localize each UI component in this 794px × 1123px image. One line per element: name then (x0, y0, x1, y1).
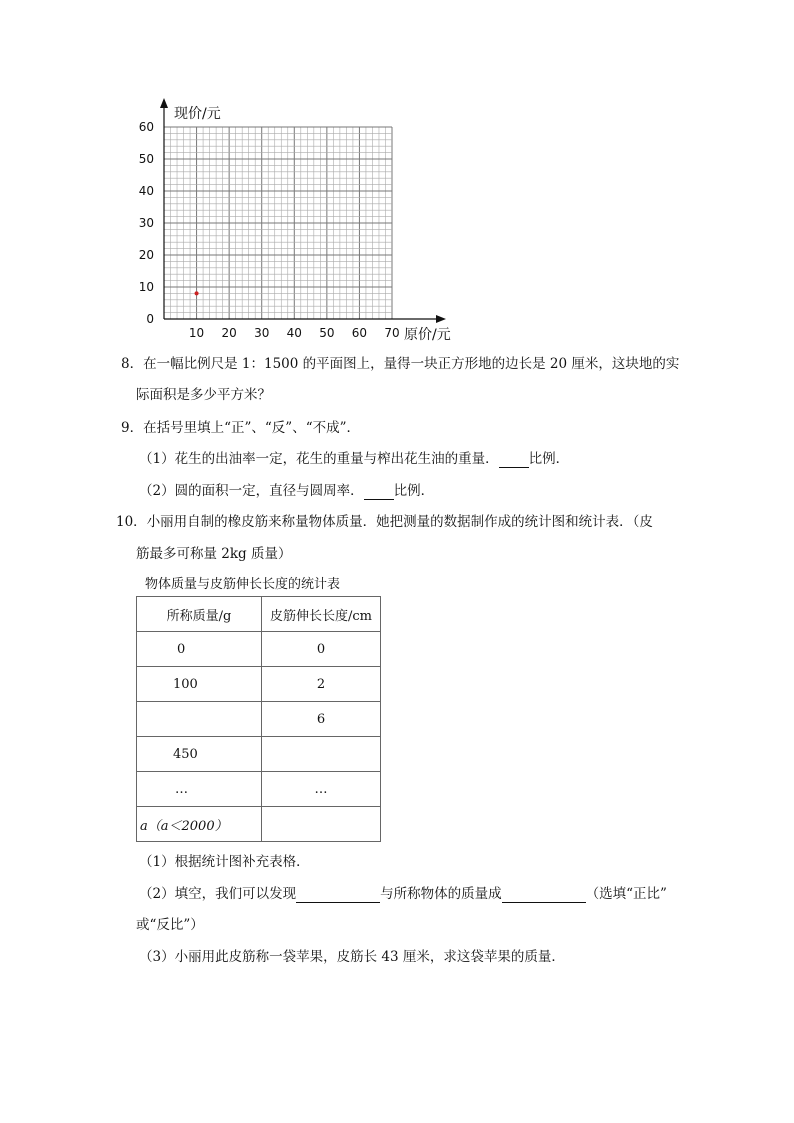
q10-sub2-text-b: 与所称物体的质量成 (380, 886, 502, 902)
table-cell-mass: 0 (137, 632, 262, 667)
q9-sub2-suffix: 比例． (393, 483, 435, 499)
y-tick-label: 0 (146, 312, 154, 326)
q8-line1 (121, 352, 679, 372)
y-tick-label: 40 (138, 184, 154, 198)
table-cell-stretch-empty[interactable] (262, 807, 381, 842)
y-tick-label: 50 (138, 152, 154, 166)
table-row (137, 632, 381, 667)
q10-sub2-text-a: （2）填空，我们可以发现 (139, 886, 297, 902)
q10-sub2-blank-1[interactable] (296, 886, 380, 903)
table-header-mass: 所称质量/g (137, 597, 262, 632)
table-cell-mass-empty[interactable] (137, 702, 262, 737)
q10-sub1: （1）根据统计图补充表格． (139, 854, 310, 870)
table-cell-stretch: 6 (262, 702, 381, 737)
table-cell-stretch: 2 (262, 667, 381, 702)
x-tick-label: 10 (188, 326, 205, 340)
x-tick-label: 30 (254, 326, 270, 340)
table-header-row (137, 597, 381, 632)
table-row (137, 737, 381, 772)
table-cell-stretch: 0 (262, 632, 381, 667)
q8-text-1: 在一幅比例尺是 1：1500 的平面图上，量得一块正方形地的边长是 20 厘米，这块地的实 (143, 356, 680, 372)
table-row (137, 772, 381, 807)
table-header-stretch: 皮筋伸长长度/cm (262, 597, 381, 632)
q10-text-1: 小丽用自制的橡皮筋来称量物体质量．她把测量的数据制作成的统计图和统计表．（皮 (146, 514, 653, 530)
stats-table (136, 596, 381, 842)
y-axis-label: 现价/元 (174, 106, 221, 122)
table-cell-mass: 450 (137, 737, 262, 772)
x-axis-label: 原价/元 (404, 327, 451, 343)
table-cell-mass: … (137, 772, 262, 807)
table-cell-mass: a（a＜2000） (137, 807, 262, 842)
y-tick-label: 60 (138, 120, 154, 134)
q10-number: 10． (116, 514, 147, 530)
table-row (137, 807, 381, 842)
q8-number: 8． (121, 356, 144, 372)
q10-sub2-blank-2[interactable] (502, 886, 586, 903)
x-tick-label: 20 (221, 326, 237, 340)
table-cell-stretch: … (262, 772, 381, 807)
y-axis-arrow (160, 98, 168, 108)
data-point (195, 291, 199, 295)
q9-sub1-suffix: 比例． (528, 451, 570, 467)
x-tick-label: 60 (351, 326, 368, 340)
x-axis-arrow (436, 315, 446, 323)
q8-text-2: 际面积是多少平方米？ (136, 387, 271, 403)
q9-sub2-blank[interactable] (364, 483, 394, 500)
x-tick-label: 40 (286, 326, 302, 340)
price-chart (0, 0, 794, 350)
q9-sub2 (139, 479, 434, 500)
table-title: 物体质量与皮筋伸长长度的统计表 (145, 577, 341, 592)
x-tick-label: 50 (319, 326, 335, 340)
q9-sub1-text: （1）花生的出油率一定，花生的重量与榨出花生油的重量． (139, 451, 499, 467)
y-tick-label: 10 (138, 280, 154, 294)
x-tick-label: 70 (384, 326, 400, 340)
q10-sub2 (139, 882, 667, 903)
q9-sub1 (139, 447, 569, 468)
table-row (137, 702, 381, 737)
y-tick-label: 20 (138, 248, 154, 262)
q10-line1 (116, 510, 653, 530)
chart-points (195, 291, 199, 295)
q10-sub3: （3）小丽用此皮筋称一袋苹果，皮筋长 43 厘米，求这袋苹果的质量． (139, 949, 565, 965)
y-tick-label: 30 (138, 216, 154, 230)
q9-sub2-text: （2）圆的面积一定，直径与圆周率． (139, 483, 364, 499)
chart-grid (164, 127, 392, 319)
q9-line (121, 416, 360, 436)
table-row (137, 667, 381, 702)
q10-text-2: 筋最多可称量 2kg 质量） (136, 546, 292, 562)
table-cell-mass: 100 (137, 667, 262, 702)
q9-text: 在括号里填上“正”、“反”、“不成”． (143, 420, 361, 436)
q9-sub1-blank[interactable] (499, 451, 529, 468)
q9-number: 9． (121, 420, 144, 436)
q10-sub2-line2: 或“反比”） (136, 917, 204, 933)
table-cell-stretch-empty[interactable] (262, 737, 381, 772)
q10-sub2-text-c: （选填“正比” (585, 886, 667, 902)
